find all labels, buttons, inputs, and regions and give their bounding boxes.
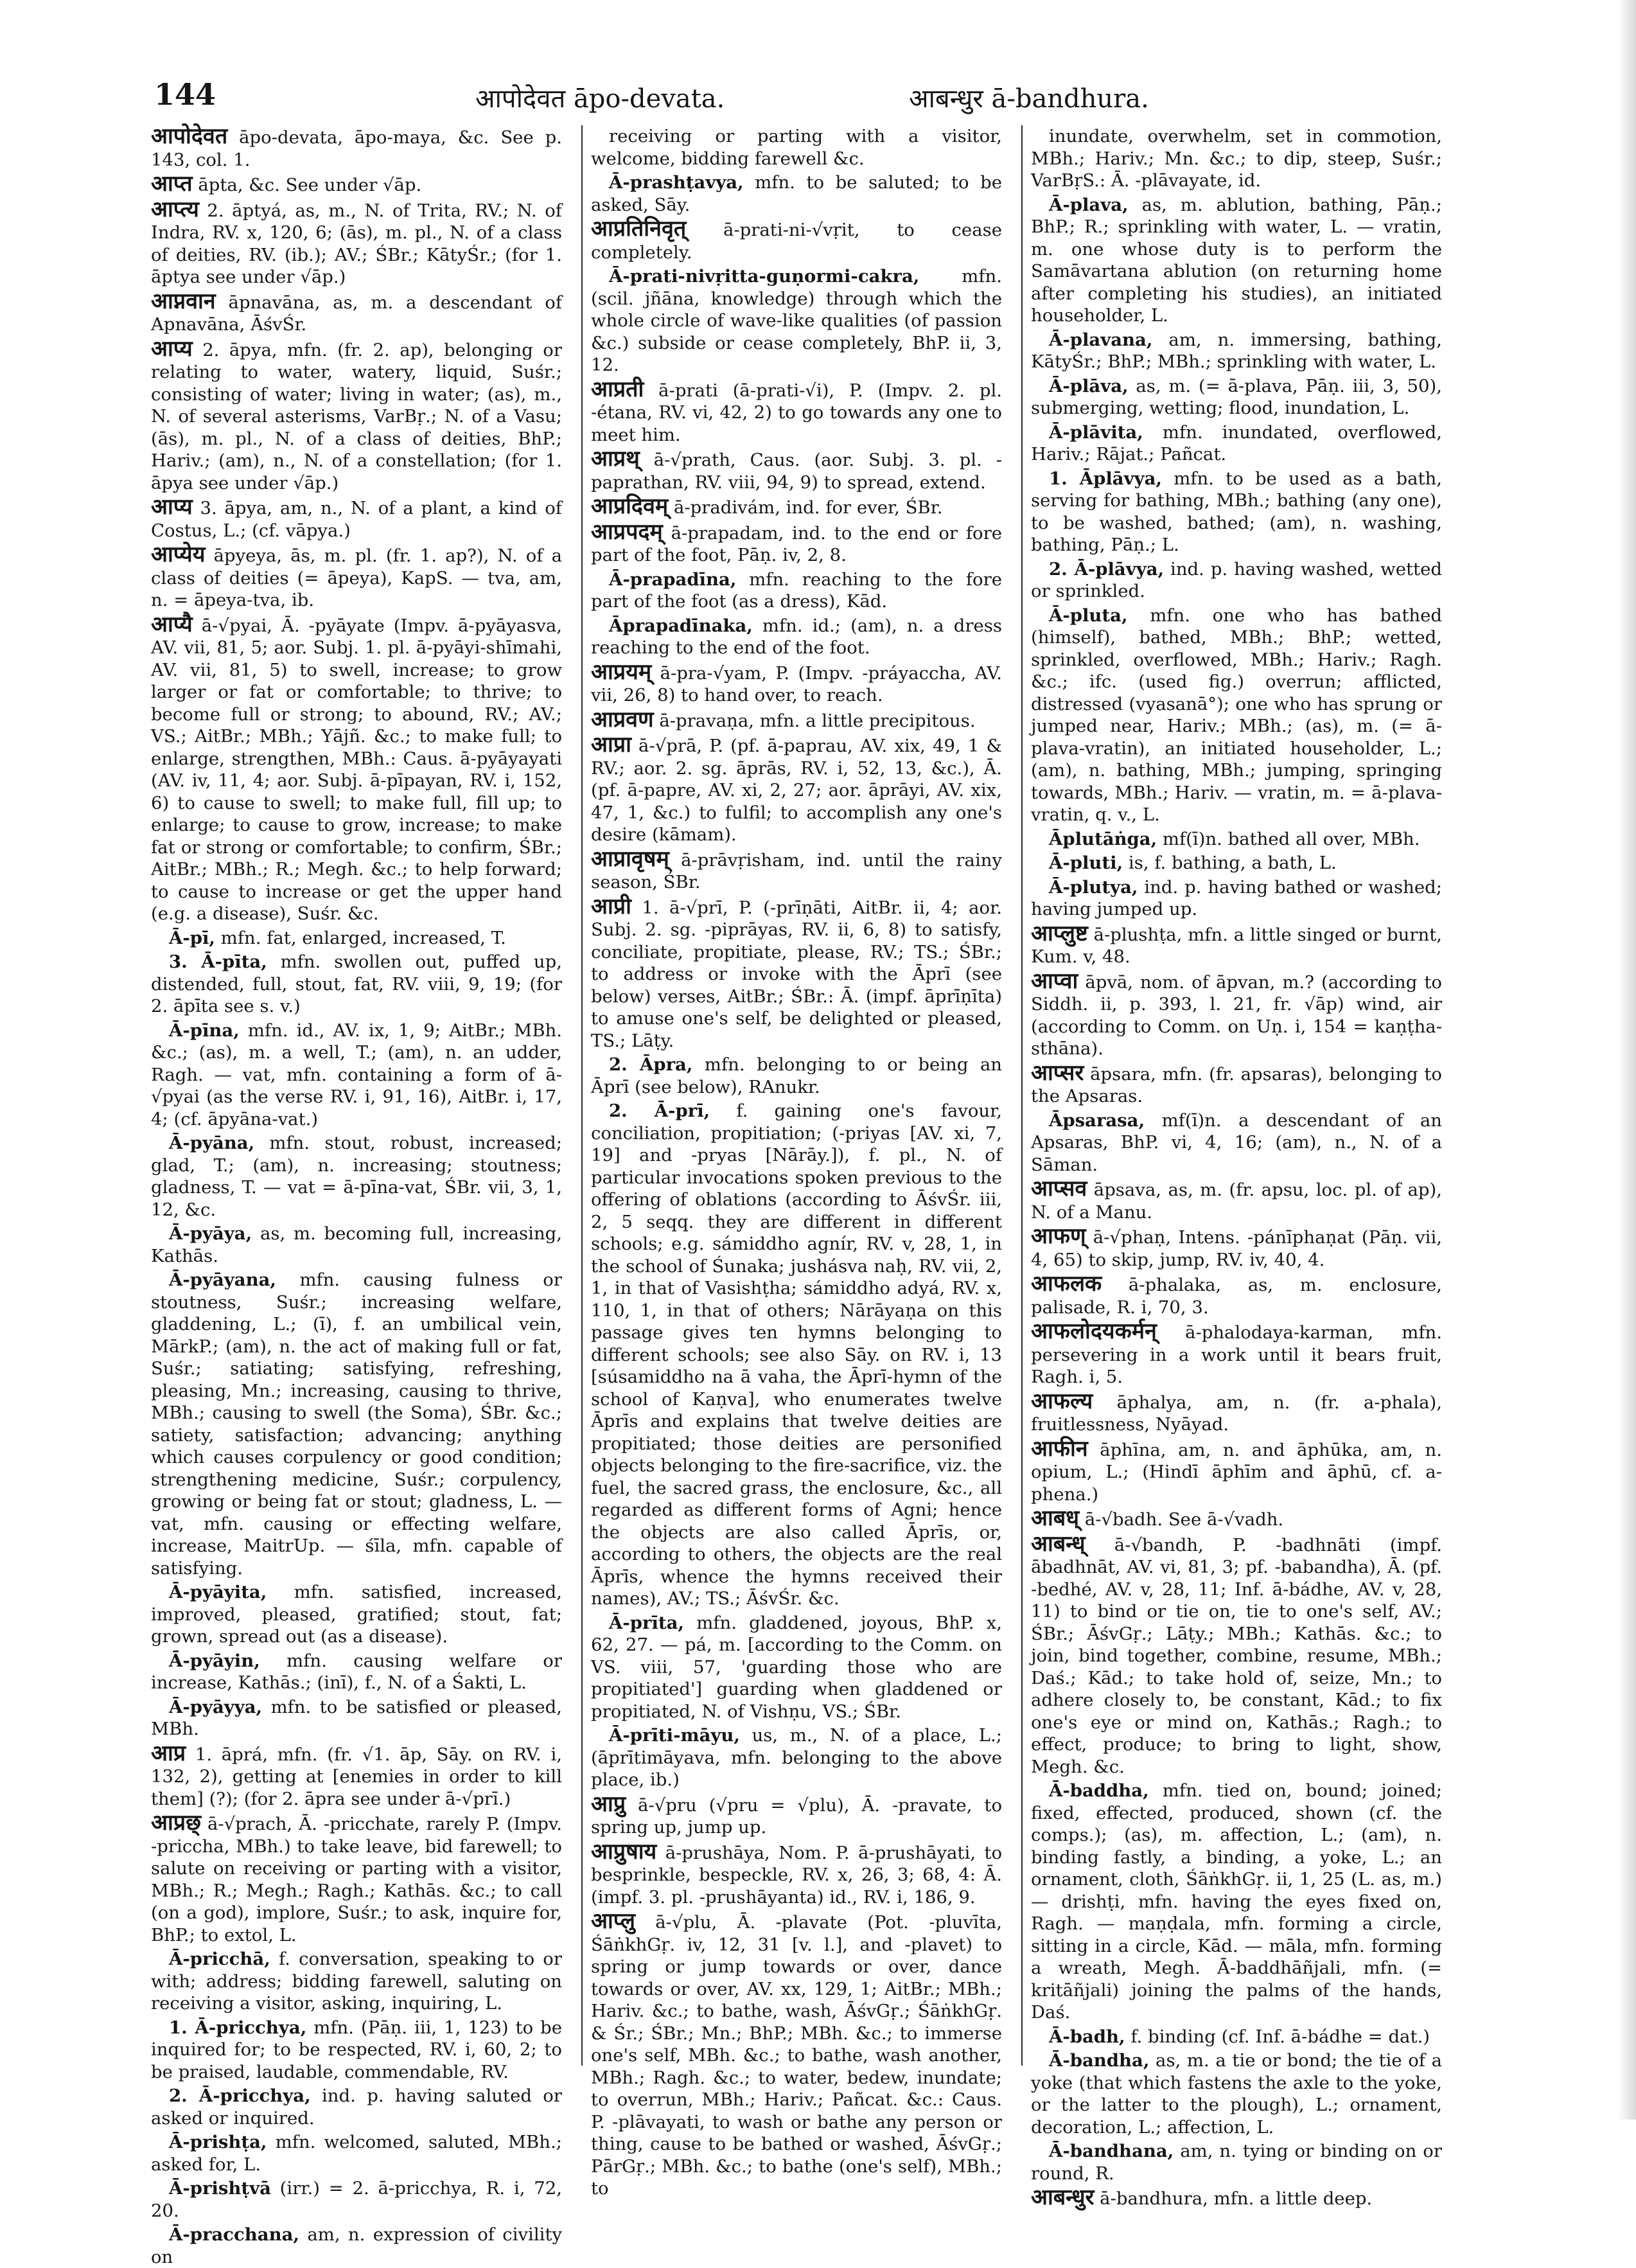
dictionary-entry	[591, 893, 1002, 1052]
entry-headword: Ā-plutya,	[1049, 876, 1138, 898]
entry-definition: ā-pravaṇa, mfn. a little precipitous.	[659, 710, 976, 731]
dictionary-entry	[151, 2177, 562, 2222]
entry-definition: ā-prati-ni-√vṛit, to cease completely.	[591, 220, 1002, 263]
entry-headword: आफलक	[1031, 1271, 1102, 1297]
entry-headword: आप्सव	[1031, 1176, 1087, 1201]
dictionary-entry	[1031, 1390, 1442, 1436]
entry-definition: am, n. expression of civility on	[151, 2224, 563, 2267]
entry-definition: f. conversation, speaking to or with; address; bidding farewell, saluting on receiving a visitor, asking, inquiring, L.	[151, 1949, 562, 2014]
page-edge-shadow	[1618, 0, 1636, 2120]
entry-definition: mfn. tied on, bound; joined; fixed, effected, produced, shown (cf. the comps.); (as), m. affection, L.; (am), n. binding fastly, a binding, a yoke, L.; an ornament, cloth, ŚāṅkhGṛ. ii, 1, 25 (L. as, m.) — drishṭi, mfn. having the eyes fixed on, Ragh. — maṇḍala, mfn. forming a circle, sitting in a circle, Kād. — māla, mfn. forming a wreath, Megh. Ā-baddhāñjali, mfn. (= kritāñjali) joining the palms of the hands, Daś.	[1031, 1780, 1443, 2023]
entry-definition: f. binding (cf. Inf. ā-bádhe = dat.)	[1130, 2026, 1430, 2047]
entry-definition: āpnavāna, as, m. a descendant of Apnavāna, ĀśvŚr.	[151, 292, 562, 335]
entry-headword: Ā-prīti-māyu,	[609, 1725, 740, 1746]
dictionary-entry	[151, 125, 562, 171]
dictionary-entry	[1031, 1225, 1442, 1271]
dictionary-entry	[151, 335, 562, 495]
entry-headword: Ā-prapadīna,	[609, 569, 737, 590]
dictionary-entry	[151, 1650, 562, 1694]
entry-definition: mfn. fat, enlarged, increased, T.	[220, 927, 506, 948]
entry-headword: Ā-pluti,	[1049, 853, 1123, 873]
entry-headword: आप्रपदम्	[591, 518, 663, 545]
entry-definition: receiving or parting with a visitor, welcome, bidding farewell &c.	[591, 126, 1002, 169]
dictionary-entry	[151, 927, 562, 950]
entry-headword: आप्रा	[591, 732, 631, 757]
dictionary-entry	[1031, 2186, 1442, 2210]
entry-headword: Ā-pyāya,	[169, 1223, 252, 1244]
entry-headword: 1. Āplāvya,	[1049, 468, 1162, 489]
entry-headword: Ā-pluta,	[1049, 605, 1128, 626]
page-number: 144	[154, 77, 216, 112]
entry-definition: mfn. (scil. jñāna, knowledge) through which the whole circle of wave-like qualities (of passion &c.) subside or cease completely, BhP. ii, 3, 12.	[591, 266, 1002, 375]
dictionary-entry	[151, 2131, 562, 2175]
entry-definition: inundate, overwhelm, set in commotion, MBh.; Hariv.; Mn. &c.; to dip, steep, Suśr.; VarBṛS.: Ā. -plāvayate, id.	[1031, 126, 1442, 191]
entry-headword: Ā-prīta,	[609, 1612, 685, 1633]
dictionary-entry	[1031, 1435, 1442, 1506]
entry-definition: ind. p. having washed, wetted or sprinkled.	[1031, 558, 1442, 601]
dictionary-entry	[1031, 329, 1442, 373]
entry-definition: āpo-devata, āpo-maya, &c. See p. 143, col. 1.	[151, 127, 562, 170]
dictionary-entry	[151, 196, 562, 288]
entry-definition: āpvā, nom. of āpvan, m.? (according to Siddh. ii, p. 393, l. 21, fr. √āp) wind, air (according to Comm. on Uṇ. i, 154 = kaṇṭha-sthāna).	[1031, 971, 1442, 1059]
entry-definition: ā-√prach, Ā. -pricchate, rarely P. (Impv. -priccha, MBh.) to take leave, bid farewell; to salute on receiving or parting with a visitor, MBh.; R.; Megh.; Ragh.; Kathās. &c.; to call (on a god), implore, Suśr.; to ask, inquire for, BhP.; to extol, L.	[151, 1814, 562, 1945]
entry-definition: ā-√pyai, Ā. -pyāyate (Impv. ā-pyāyasva, AV. vii, 81, 5; aor. Subj. 1. pl. ā-pyāyi-shīmahi, AV. vii, 81, 5) to swell, increase; to grow larger or fat or comfortable; to thrive; to become full or strong; to abound, RV.; AV.; VS.; AitBr.; MBh.; Yājñ. &c.; to make full; to enlarge, strengthen, MBh.: Caus. ā-pyāyayati (AV. iv, 11, 4; aor. Subj. ā-pīpayan, RV. i, 152, 6) to cause to swell; to make full, fill up; to enlarge; to cause to grow, increase; to make fat or strong or comfortable; to confirm, ŚBr.; AitBr.; MBh.; R.; Megh. &c.; to help forward; to cause to increase or get the upper hand (e.g. a disease), Suśr. &c.	[151, 615, 562, 924]
entry-definition: 3. āpya, am, n., N. of a plant, a kind of Costus, L.; (cf. vāpya.)	[151, 498, 562, 541]
dictionary-entry	[591, 378, 1002, 447]
entry-definition: ā-plushṭa, mfn. a little singed or burnt, Kum. v, 48.	[1031, 924, 1443, 967]
dictionary-entry	[1031, 1059, 1442, 1108]
dictionary-entry	[591, 1838, 1002, 1909]
entry-headword: Ā-prishṭa,	[169, 2132, 267, 2152]
entry-definition: mfn. reaching to the fore part of the foot (as a dress), Kād.	[591, 569, 1002, 612]
entry-definition: mfn. gladdened, joyous, BhP. x, 62, 27. — pá, m. [according to the Comm. on VS. viii, 57, 'guarding those who are propitiated'] guarding when gladdened or propitiated, N. of Vishṇu, VS.; ŚBr.	[591, 1612, 1002, 1722]
entry-definition: āpsava, as, m. (fr. apsu, loc. pl. of ap), N. of a Manu.	[1031, 1180, 1442, 1223]
entry-headword: Ā-prishṭvā	[169, 2178, 271, 2199]
dictionary-entry	[1031, 970, 1442, 1060]
entry-definition: ā-√phaṇ, Intens. -pánīphaṇat (Pāṇ. vii, 4, 65) to skip, jump, RV. iv, 40, 4.	[1031, 1227, 1442, 1270]
column-3	[1031, 125, 1443, 2210]
dictionary-entry	[591, 125, 1002, 170]
entry-headword: आप्सर	[1031, 1059, 1084, 1086]
entry-definition: as, m. ablution, bathing, Pāṇ.; BhP.; R.; sprinkling with water, L. — vratin, m. one whose duty is to perform the Samāvartana ablution (on returning home after completing his studies), an initiated householder, L.	[1031, 194, 1443, 326]
entry-definition: 1. ā-√prī, P. (-prīṇāti, AitBr. ii, 4; aor. Subj. 2. sg. -piprāyas, RV. ii, 6, 8) to satisfy, conciliate, propitiate, please, RV.; TS.; ŚBr.; to address or invoke with the Āprī (see below) verses, AitBr.; ŚBr.: Ā. (impf. āprīṇīta) to amuse one's self, be delighted or pleased, TS.; Lāṭy.	[591, 897, 1002, 1051]
entry-definition: am, n. tying or binding on or round, R.	[1031, 2141, 1442, 2184]
dictionary-entry	[591, 615, 1002, 659]
dictionary-entry	[151, 1269, 562, 1579]
entry-headword: आप्रदिवम्	[591, 493, 669, 519]
entry-headword: आफीन	[1031, 1435, 1088, 1462]
entry-headword: आप्रवण	[591, 706, 654, 732]
entry-definition: mfn. id.; (am), n. a dress reaching to the end of the foot.	[591, 615, 1002, 658]
dictionary-entry	[151, 173, 562, 197]
entry-definition: 1. āprá, mfn. (fr. √1. āp, Sāy. on RV. i, 132, 2), getting at [enemies in order to kill them] (?); (for 2. āpra see under ā-√prī.)	[151, 1744, 563, 1809]
entry-headword: Ā-plavana,	[1049, 329, 1153, 350]
dictionary-entry	[591, 569, 1002, 613]
dictionary-entry	[151, 2085, 562, 2129]
entry-headword: Ā-pyāyin,	[169, 1650, 260, 1671]
entry-headword: आप्रुषाय	[591, 1838, 657, 1865]
dictionary-entry	[1031, 1780, 1442, 2024]
entry-definition: mfn. belonging to or being an Āprī (see below), RAnukr.	[591, 1054, 1002, 1097]
entry-headword: Āprapadīnaka,	[609, 615, 753, 636]
entry-definition: mfn. (Pāṇ. iii, 1, 123) to be inquired for; to be respected, RV. i, 60, 2; to be praised, laudable, commendable, RV.	[151, 2017, 562, 2082]
dictionary-entry	[1031, 605, 1442, 826]
entry-headword: आप्यै	[151, 611, 193, 637]
entry-definition: is, f. bathing, a bath, L.	[1128, 853, 1337, 873]
entry-headword: 2. Ā-plāvya,	[1049, 558, 1165, 580]
entry-headword: आबध्	[1031, 1505, 1080, 1531]
dictionary-entry	[1031, 876, 1442, 921]
entry-definition: āpsara, mfn. (fr. apsaras), belonging to the Apsaras.	[1031, 1063, 1442, 1106]
dictionary-entry	[151, 1223, 562, 1267]
column-divider	[1021, 125, 1023, 2066]
dictionary-entry	[591, 448, 1002, 493]
dictionary-entry	[1031, 421, 1442, 466]
column-divider	[581, 125, 583, 2066]
dictionary-entry	[1031, 375, 1442, 420]
entry-headword: 2. Āpra,	[609, 1054, 693, 1075]
entry-headword: आफण्	[1031, 1223, 1086, 1249]
dictionary-entry	[591, 518, 1002, 567]
entry-headword: Ā-bandhana,	[1049, 2141, 1174, 2161]
entry-headword: आपोदेवत	[151, 123, 228, 149]
entry-headword: Ā-pyāyya,	[169, 1696, 263, 1717]
dictionary-entry	[591, 265, 1002, 377]
dictionary-entry	[151, 951, 562, 1018]
entry-headword: आबन्ध्	[1031, 1530, 1086, 1557]
entry-definition: mfn. causing fulness or stoutness, Suśr.; increasing welfare, gladdening, L.; (ī), f. an umbilical vein, MārkP.; (am), n. the act of making full or fat, Suśr.; satiating; satisfying, refreshing, pleasing, Mn.; increasing, causing to thrive, MBh.; causing to swell (the Soma), ŚBr. &c.; satiety, satisfaction; advancing; anything which causes corpulency or good condition; strengthening medicine, Suśr.; corpulency, growing or being fat or stout; gladness, L. — vat, mfn. causing or effecting welfare, increase, MaitrUp. — śīla, mfn. capable of satisfying.	[151, 1270, 562, 1579]
entry-headword: Ā-pīna,	[169, 1020, 240, 1041]
entry-definition: mfn. to be saluted; to be asked, Sāy.	[591, 172, 1002, 215]
dictionary-entry	[591, 1612, 1002, 1723]
entry-headword: आप्त	[151, 171, 193, 197]
entry-headword: आप्रती	[591, 376, 644, 402]
entry-headword: 3. Ā-pīta,	[169, 952, 267, 972]
entry-definition: f. gaining one's favour, conciliation, propitiation; (-priyas [AV. xi, 7, 19] and -pryas [Nārāy.]), f. pl., N. of particular invocations spoken previous to the offering of oblations (according to ĀśvŚr. iii, 2, 5 seqq. they are different in different schools; e.g. sámiddho agnír, RV. v, 28, 1, in the school of Śunaka; jushásva naḥ, RV. vii, 2, 1, in that of Vasishṭha; sámiddho adyá, RV. x, 110, 1, in that of others; Nārāyaṇa on this passage gives ten hymns belonging to different schools; see also Sāy. on RV. i, 13 [súsamiddho na ā vaha, the Āprī-hymn of the school of Kaṇva], who enumerates twelve Āprīs and explains that twelve deities are propitiated; those deities are personified objects belonging to the fire-sacrifice, viz. the fuel, the sacred grass, the enclosure, &c., all regarded as different forms of Agni; hence the objects are also called Āprīs, or, according to others, the objects are the real Āprīs, whence the hymns received their names), AV.; TS.; ĀśvŚr. &c.	[591, 1101, 1002, 1609]
entry-definition: ā-√bandh, P. -badhnāti (impf. ābadhnāt, AV. vi, 81, 3; pf. -babandha), Ā. (pf. -bedhé, AV. v, 28, 11; Inf. ā-bádhe, AV. v, 28, 11) to bind or tie on, tie to one's self, AV.; ŚBr.; ĀśvGṛ.; Lāṭy.; MBh.; Kathās. &c.; to join, bind together, combine, resume, MBh.; Daś.; Kād.; to take hold of, seize, Mn.; to adhere closely to, be constant, Kād.; to fix one's eye or mind on, Kathās.; Ragh.; to effect, produce; to bring to light, show, Megh. &c.	[1031, 1534, 1443, 1777]
dictionary-entry	[151, 1696, 562, 1741]
entry-definition: ind. p. having bathed or washed; having jumped up.	[1031, 876, 1442, 919]
entry-headword: 2. Ā-pricchya,	[169, 2086, 311, 2106]
dictionary-entry	[151, 290, 562, 336]
dictionary-entry	[591, 1724, 1002, 1791]
entry-definition: ā-prati (ā-prati-√i), P. (Impv. 2. pl. -étana, RV. vi, 42, 2) to go towards any one to meet him.	[591, 380, 1002, 445]
dictionary-entry	[591, 1910, 1002, 2200]
entry-definition: ā-prapadam, ind. to the end or fore part of the foot, Pāṇ. iv, 2, 8.	[591, 522, 1002, 565]
dictionary-entry	[591, 172, 1002, 216]
entry-headword: आप्रथ्	[591, 446, 640, 472]
entry-definition: mfn. stout, robust, increased; glad, T.; (am), n. increasing; stoutness; gladness, T. — vat = ā-pīna-vat, ŚBr. vii, 3, 1, 12, &c.	[151, 1133, 562, 1220]
entry-definition: mfn. one who has bathed (himself), bathed, MBh.; BhP.; wetted, sprinkled, overflowed, MBh.; Hariv.; Ragh. &c.; ifc. (used fig.) overrun; afflicted, distressed (vyasanā°); one who has sprung or jumped near, Hariv.; MBh.; (as), m. (= ā-plava-vratin), an initiated householder, L.; (am), n. bathing, MBh.; jumping, springing towards, MBh.; Hariv. — vratin, m. = ā-plava-vratin, q. v., L.	[1031, 605, 1442, 825]
entry-definition: mfn. satisfied, increased, improved, pleased, gratified; stout, fat; grown, spread out (as a disease).	[151, 1582, 563, 1647]
entry-headword: आबन्धुर	[1031, 2184, 1095, 2210]
entry-headword: आप्र	[151, 1740, 186, 1766]
entry-headword: आप्येय	[151, 542, 206, 567]
entry-headword: आप्य	[151, 494, 193, 520]
entry-definition: mfn. swollen out, puffed up, distended, full, stout, fat, RV. viii, 9, 19; (for 2. āpīta see s. v.)	[151, 952, 562, 1016]
entry-definition: mf(ī)n. bathed all over, MBh.	[1162, 828, 1420, 849]
entry-definition: āpta, &c. See under √āp.	[198, 175, 422, 195]
entry-definition: mf(ī)n. a descendant of an Apsaras, BhP. vi, 4, 16; (am), n., N. of a Sāman.	[1031, 1110, 1442, 1175]
entry-headword: आप्री	[591, 893, 631, 919]
entry-definition: ā-√pru (√pru = √plu), Ā. -pravate, to spring up, jump up.	[591, 1794, 1002, 1838]
entry-headword: आफलोदयकर्मन्	[1031, 1318, 1157, 1344]
entry-headword: आप्नवान	[151, 288, 216, 314]
entry-definition: āpyeya, ās, m. pl. (fr. 1. ap?), N. of a class of deities (= āpeya), KapS. — tva, am, n. = āpeya-tva, ib.	[151, 545, 562, 610]
entry-headword: Ā-prati-nivṛitta-guṇormi-cakra,	[609, 266, 920, 287]
entry-headword: Ā-badh,	[1049, 2026, 1125, 2047]
entry-definition: mfn. to be satisfied or pleased, MBh.	[151, 1696, 562, 1739]
entry-headword: Āplutāṅga,	[1049, 828, 1157, 849]
dictionary-entry	[591, 848, 1002, 894]
entry-definition: us, m., N. of a place, L.; (āprītimāyava, mfn. belonging to the above place, ib.)	[591, 1725, 1002, 1790]
entry-headword: Ā-pricchā,	[169, 1949, 270, 1969]
entry-headword: आफल्य	[1031, 1388, 1093, 1414]
entry-headword: Ā-pracchana,	[169, 2224, 299, 2245]
entry-headword: Ā-plāvita,	[1049, 421, 1143, 443]
entry-definition: āphīna, am, n. and āphūka, am, n. opium, L.; (Hindī āphīm and āphū, cf. a-phena.)	[1031, 1439, 1442, 1505]
entry-headword: आप्रछ्	[151, 1810, 201, 1836]
entry-headword: आप्रावृषम्	[591, 846, 669, 872]
dictionary-entry	[1031, 1110, 1442, 1176]
dictionary-entry	[1031, 1507, 1442, 1531]
entry-headword: आप्रयम्	[591, 659, 652, 685]
dictionary-entry	[151, 1132, 562, 1221]
dictionary-entry	[1031, 558, 1442, 603]
dictionary-entry	[1031, 852, 1442, 874]
entry-headword: Ā-pī,	[169, 927, 215, 948]
page-header	[154, 77, 1464, 122]
entry-headword: Ā-pyāyana,	[169, 1270, 276, 1290]
entry-definition: mfn. inundated, overflowed, Hariv.; Rājat.; Pañcat.	[1031, 421, 1442, 465]
dictionary-entry	[151, 1020, 562, 1131]
dictionary-entry	[1031, 1530, 1443, 1778]
entry-definition: as, m. becoming full, increasing, Kathās.	[151, 1223, 563, 1266]
entry-definition: ā-pradivám, ind. for ever, ŚBr.	[673, 497, 943, 518]
entry-definition: ā-√prā, P. (pf. ā-paprau, AV. xix, 49, 1 & RV.; aor. 2. sg. āprās, RV. i, 52, 13, &c.), Ā. (pf. ā-papre, AV. xi, 2, 27; aor. āprāyi, AV. xix, 47, 1, &c.) to fulfil; to accomplish any one's desire (kāmam).	[591, 736, 1002, 845]
dictionary-entry	[1031, 468, 1442, 556]
entry-headword: आप्वा	[1031, 968, 1078, 994]
entry-headword: आप्त्य	[151, 196, 199, 222]
dictionary-entry	[1031, 1178, 1442, 1223]
entry-headword: Ā-pyāyita,	[169, 1582, 267, 1602]
dictionary-entry	[1031, 920, 1443, 968]
running-head-right: आबन्धुर ā-bandhura.	[909, 84, 1149, 114]
entry-headword: Ā-pyāna,	[169, 1133, 255, 1153]
dictionary-entry	[1031, 194, 1442, 327]
dictionary-entry	[151, 496, 562, 542]
dictionary-entry	[591, 495, 1002, 519]
entry-headword: Ā-bandha,	[1049, 2050, 1150, 2071]
entry-definition: mfn. causing welfare or increase, Kathās.; (inī), f., N. of a Śakti, L.	[151, 1650, 562, 1693]
entry-definition: ā-√badh. See ā-√vadh.	[1084, 1509, 1284, 1530]
dictionary-entry	[1031, 1273, 1442, 1318]
column-2	[591, 125, 1002, 2199]
dictionary-entry	[151, 1742, 562, 1811]
entry-headword: 1. Ā-pricchya,	[169, 2017, 307, 2038]
dictionary-entry	[1031, 1320, 1442, 1388]
entry-definition: ind. p. having saluted or asked or inquired.	[151, 2086, 562, 2129]
entry-definition: āphalya, am, n. (fr. a-phala), fruitlessness, Nyāyad.	[1031, 1392, 1442, 1435]
entry-definition: ā-prāvṛisham, ind. until the rainy season, ŚBr.	[591, 849, 1002, 892]
entry-headword: Ā-plava,	[1049, 194, 1129, 215]
entry-headword: आप्लुष्ट	[1031, 920, 1088, 946]
entry-headword: Ā-prashṭavya,	[609, 172, 744, 193]
dictionary-entry	[151, 1812, 562, 1946]
dictionary-entry	[151, 2017, 562, 2084]
entry-headword: 2. Ā-prī,	[609, 1101, 710, 1121]
entry-headword: Ā-baddha,	[1049, 1780, 1149, 1801]
dictionary-entry	[591, 1793, 1002, 1839]
entry-definition: ā-√prath, Caus. (aor. Subj. 3. pl. -paprathan, RV. viii, 94, 9) to spread, extend.	[591, 450, 1002, 493]
entry-definition: ā-√plu, Ā. -plavate (Pot. -pluvīta, ŚāṅkhGṛ. iv, 12, 31 [v. l.], and -plavet) to spring or jump towards or over, dance towards or over, AV. xx, 129, 1; AitBr.; MBh.; Hariv. &c.; to bathe, wash, ĀśvGṛ.; ŚāṅkhGṛ. & Śr.; ŚBr.; Mn.; BhP.; MBh. &c.; to immerse one's self, MBh. &c.; to bathe, wash another, MBh.; Ragh. &c.; to water, bedew, inundate; to overrun, MBh.; Hariv.; Pañcat. &c.: Caus. P. -plāvayati, to wash or bathe any person or thing, cause to be bathed or washed, ĀśvGṛ.; PārGṛ.; MBh. &c.; to bathe (one's self), MBh.; to	[591, 1912, 1002, 2199]
dictionary-entry	[591, 734, 1002, 846]
entry-definition: mfn. to be used as a bath, serving for bathing, MBh.; bathing (any one), to be washed, bathed; (am), n. washing, bathing, Pāṇ.; L.	[1031, 468, 1442, 555]
entry-headword: आप्य	[151, 335, 193, 362]
dictionary-entry	[151, 1948, 562, 2015]
dictionary-entry	[151, 611, 562, 925]
dictionary-entry	[1031, 2050, 1442, 2138]
dictionary-entry	[151, 544, 562, 612]
dictionary-entry	[1031, 2140, 1442, 2184]
running-head-left: आपोदेवत āpo-devata.	[475, 84, 725, 114]
entry-definition: as, m. a tie or bond; the tie of a yoke (that which fastens the axle to the yoke, or the latter to the plough), L.; ornament, decoration, L.; affection, L.	[1031, 2050, 1442, 2138]
entry-headword: आप्लु	[591, 1908, 635, 1934]
entry-definition: ā-pra-√yam, P. (Impv. -práyaccha, AV. vii, 26, 8) to hand over, to reach.	[591, 662, 1002, 705]
entry-headword: आप्रतिनिवृत्	[591, 216, 687, 242]
entry-definition: ā-phalaka, as, m. enclosure, palisade, R. i, 70, 3.	[1031, 1275, 1442, 1318]
dictionary-entry	[591, 706, 1002, 732]
entry-headword: Āpsarasa,	[1049, 1110, 1145, 1131]
entry-definition: ā-bandhura, mfn. a little deep.	[1100, 2188, 1373, 2209]
dictionary-entry	[1031, 828, 1442, 851]
entry-definition: mfn. id., AV. ix, 1, 9; AitBr.; MBh. &c.; (as), m. a well, T.; (am), n. an udder, Ragh. — vat, mfn. containing a form of ā-√pyai (as the verse RV. i, 91, 16), AitBr. i, 17, 4; (cf. āpyāna-vat.)	[151, 1020, 562, 1130]
entry-definition: as, m. (= ā-plava, Pāṇ. iii, 3, 50), submerging, wetting; flood, inundation, L.	[1031, 375, 1442, 418]
dictionary-entry	[151, 2224, 562, 2268]
entry-definition: ā-phalodaya-karman, mfn. persevering in a work until it bears fruit, Ragh. i, 5.	[1031, 1322, 1442, 1387]
entry-definition: 2. āptyá, as, m., N. of Trita, RV.; N. of Indra, RV. x, 120, 6; (ās), m. pl., N. of a class of deities, RV. (ib.); AV.; ŚBr.; KātyŚr.; (for 1. āptya see under √āp.)	[151, 200, 562, 287]
entry-definition: (irr.) = 2. ā-pricchya, R. i, 72, 20.	[151, 2178, 562, 2221]
entry-definition: am, n. immersing, bathing, KātyŚr.; BhP.; MBh.; sprinkling with water, L.	[1031, 329, 1442, 372]
entry-definition: ā-prushāya, Nom. P. ā-prushāyati, to besprinkle, bespeckle, RV. x, 26, 3; 68, 4: Ā. (impf. 3. pl. -prushāyanta) id., RV. i, 186, 9.	[591, 1842, 1002, 1908]
entry-headword: Ā-plāva,	[1049, 375, 1129, 396]
entry-headword: आप्रु	[591, 1791, 626, 1817]
dictionary-entry	[591, 1100, 1002, 1610]
dictionary-entry	[591, 218, 1002, 263]
entry-definition: 2. āpya, mfn. (fr. 2. ap), belonging or relating to water, watery, liquid, Suśr.; consisting of water; living in water; (as), m., N. of several asterisms, VarBṛ.; N. of a Vasu; (ās), m. pl., N. of a class of deities, BhP.; Hariv.; (am), n., N. of a constellation; (for 1. āpya see under √āp.)	[151, 339, 562, 493]
entry-definition: mfn. welcomed, saluted, MBh.; asked for, L.	[151, 2132, 562, 2175]
column-1	[151, 123, 563, 2267]
dictionary-entry	[1031, 125, 1442, 192]
dictionary-entry	[151, 1581, 562, 1648]
dictionary-entry	[591, 1054, 1002, 1098]
dictionary-entry	[591, 661, 1002, 707]
dictionary-entry	[1031, 2026, 1442, 2048]
